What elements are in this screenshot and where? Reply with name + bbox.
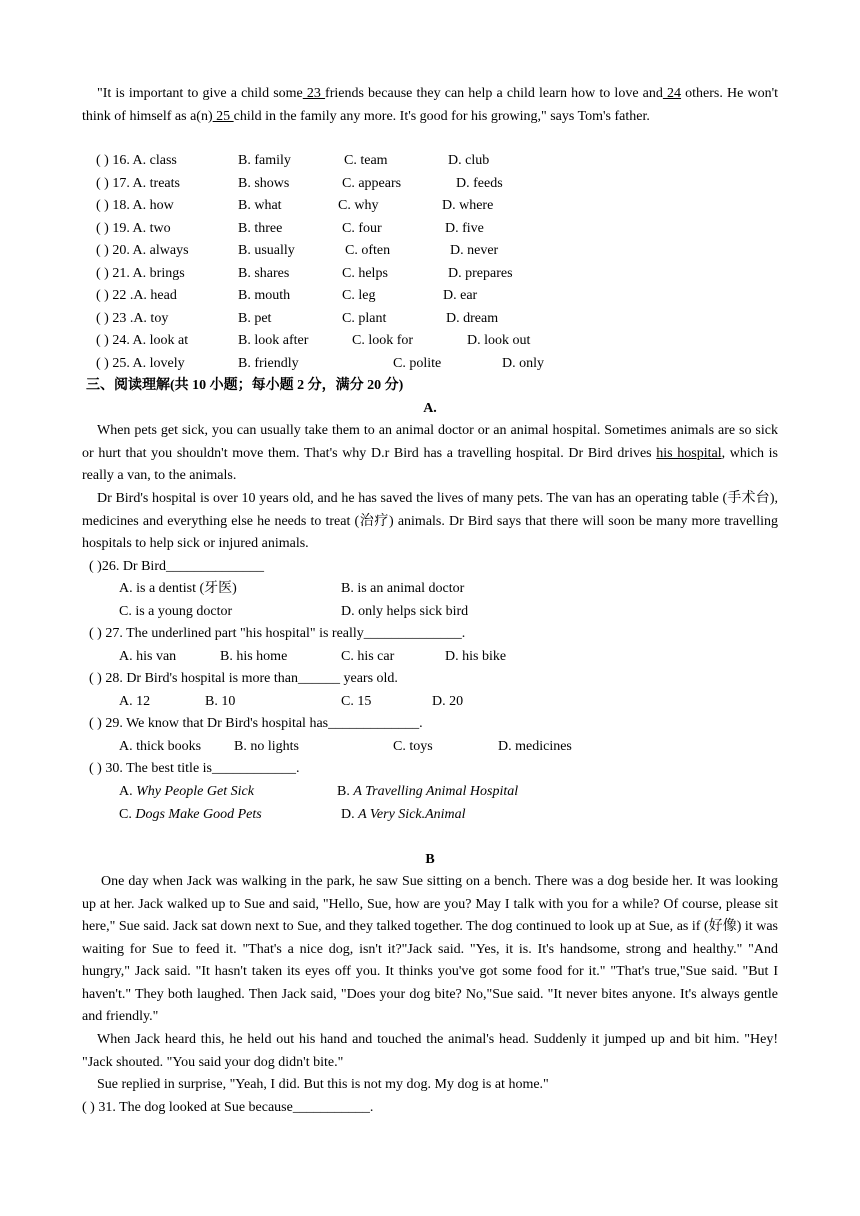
text-span: , which is really a van, to the animals. xyxy=(82,445,778,483)
option-d: D. look out xyxy=(467,333,531,348)
question-number-option-a: ( ) 17. A. treats xyxy=(96,176,180,191)
option-letter: D. xyxy=(341,807,359,822)
option-d: D. feeds xyxy=(456,176,503,191)
q27-option-c: C. his car xyxy=(341,649,395,664)
option-d: D. dream xyxy=(446,311,499,326)
blank-24: 24 xyxy=(662,86,682,101)
option-c: C. leg xyxy=(342,288,376,303)
option-c: C. plant xyxy=(342,311,387,326)
q28-option-b: B. 10 xyxy=(205,694,236,709)
option-c: C. why xyxy=(338,198,379,213)
option-b: B. friendly xyxy=(238,356,299,371)
option-c: C. appears xyxy=(342,176,402,191)
q28-option-a: A. 12 xyxy=(119,694,151,709)
option-text: A Very Sick.Animal xyxy=(358,807,466,822)
option-d: D. where xyxy=(442,198,494,213)
q26-option-c: C. is a young doctor xyxy=(119,604,233,619)
question-number-option-a: ( ) 21. A. brings xyxy=(96,266,185,281)
q30-option-a xyxy=(119,781,254,804)
option-letter: A. xyxy=(119,784,137,799)
q30-option-c xyxy=(119,804,262,827)
option-d: D. only xyxy=(502,356,544,371)
option-b: B. mouth xyxy=(238,288,291,303)
q30-option-d xyxy=(341,804,466,827)
q29-option-d: D. medicines xyxy=(498,739,572,754)
option-c: C. polite xyxy=(393,356,442,371)
option-b: B. family xyxy=(238,153,291,168)
option-text: Why People Get Sick xyxy=(136,784,254,799)
question-31: ( ) 31. The dog looked at Sue because___________. xyxy=(82,1100,374,1115)
q29-option-c: C. toys xyxy=(393,739,433,754)
section-heading-reading: 三、阅读理解(共 10 小题；每小题 2 分，满分 20 分) xyxy=(86,378,404,393)
option-b: B. usually xyxy=(238,243,295,258)
passage-b-paragraph-2: When Jack heard this, he held out his hand and touched the animal's head. Suddenly it jumped up and bit him. "Hey! "Jack shouted. "You said your dog didn't bite." xyxy=(82,1032,778,1070)
option-c: C. team xyxy=(344,153,388,168)
question-27: ( ) 27. The underlined part "his hospital" is really______________. xyxy=(89,626,466,641)
q30-option-b xyxy=(337,781,518,804)
text-span: "It is important to give a child some xyxy=(97,86,303,101)
q29-option-b: B. no lights xyxy=(234,739,299,754)
passage-a-label: A. xyxy=(423,401,437,416)
q26-option-a: A. is a dentist (牙医) xyxy=(119,581,237,596)
question-number-option-a: ( ) 23 .A. toy xyxy=(96,311,169,326)
underlined-his-hospital: his hospital xyxy=(656,445,722,461)
question-number-option-a: ( ) 18. A. how xyxy=(96,198,174,213)
text-span: others. He won't think of himself as a(n) xyxy=(82,86,779,124)
blank-23: 23 xyxy=(302,86,326,101)
q28-option-d: D. 20 xyxy=(432,694,464,709)
option-text: Dogs Make Good Pets xyxy=(135,807,262,822)
question-29: ( ) 29. We know that Dr Bird's hospital has_____________. xyxy=(89,716,423,731)
text-span: child in the family any more. It's good for his growing," says Tom's father. xyxy=(233,108,650,124)
option-b: B. pet xyxy=(238,311,272,326)
q26-option-b: B. is an animal doctor xyxy=(341,581,465,596)
option-letter: B. xyxy=(337,784,354,799)
option-b: B. what xyxy=(238,198,282,213)
option-d: D. ear xyxy=(443,288,478,303)
text-span: friends because they can help a child learn how to love and xyxy=(325,86,663,101)
option-b: B. shares xyxy=(238,266,290,281)
question-number-option-a: ( ) 25. A. lovely xyxy=(96,356,185,371)
option-c: C. look for xyxy=(352,333,414,348)
passage-b-paragraph-3: Sue replied in surprise, "Yeah, I did. But this is not my dog. My dog is at home." xyxy=(97,1077,549,1092)
option-c: C. helps xyxy=(342,266,388,281)
option-d: D. never xyxy=(450,243,499,258)
question-number-option-a: ( ) 16. A. class xyxy=(96,153,177,168)
question-number-option-a: ( ) 24. A. look at xyxy=(96,333,189,348)
q27-option-d: D. his bike xyxy=(445,649,507,664)
option-c: C. four xyxy=(342,221,382,236)
q27-option-a: A. his van xyxy=(119,649,177,664)
option-c: C. often xyxy=(345,243,391,258)
option-letter: C. xyxy=(119,807,136,822)
cloze-ending-paragraph xyxy=(82,83,778,128)
question-number-option-a: ( ) 19. A. two xyxy=(96,221,171,236)
q26-option-d: D. only helps sick bird xyxy=(341,604,469,619)
passage-b-paragraph-1: One day when Jack was walking in the park, he saw Sue sitting on a bench. There was a dog beside her. It was looking up at her. Jack walked up to Sue and said, "Hello, Sue, how are you? May I talk with you for a while? Of course, please sit here," Sue said. Jack sat down next to Sue, and they talked together. The dog continued to look up at Sue, as if (好像) it was waiting for Sue to feed it. "That's a nice dog, isn't it?"Jack said. "Yes, it is. It's handsome, strong and healthy." "And hungry," Jack said. "It hasn't taken its eyes off you. It thinks you've got some food for it." "That's true,"Sue said. "But I haven't." They both laughed. Then Jack said, "Does your dog bite? No,"Sue said. "It never bites anyone. It's always gentle and friendly." xyxy=(82,874,778,1024)
question-number-option-a: ( ) 20. A. always xyxy=(96,243,189,258)
q28-option-c: C. 15 xyxy=(341,694,372,709)
option-b: B. look after xyxy=(238,333,309,348)
passage-b-label: B xyxy=(425,852,435,867)
option-d: D. five xyxy=(445,221,484,236)
passage-a-paragraph-2: Dr Bird's hospital is over 10 years old, and he has saved the lives of many pets. The van has an operating table (手术台), medicines and everything else he needs to treat (治疗) animals. Dr Bird says that there will soon be many more travelling hospitals to help sick or injured animals. xyxy=(82,491,778,551)
question-28: ( ) 28. Dr Bird's hospital is more than______ years old. xyxy=(89,671,398,686)
q27-option-b: B. his home xyxy=(220,649,288,664)
option-b: B. shows xyxy=(238,176,290,191)
question-26: ( )26. Dr Bird______________ xyxy=(89,559,264,574)
question-number-option-a: ( ) 22 .A. head xyxy=(96,288,177,303)
text-span: When pets get sick, you can usually take them to an animal doctor or an animal hospital. Sometimes animals are so sick or hurt that you shouldn't move them. That's why D.r Bird has a travelling hospital. Dr Bird drives xyxy=(82,423,778,461)
blank-25: 25 xyxy=(212,108,234,124)
option-d: D. club xyxy=(448,153,490,168)
option-b: B. three xyxy=(238,221,283,236)
passage-a-paragraph-1 xyxy=(82,420,778,488)
q29-option-a: A. thick books xyxy=(119,739,202,754)
question-30: ( ) 30. The best title is____________. xyxy=(89,761,300,776)
option-text: A Travelling Animal Hospital xyxy=(353,784,519,799)
option-d: D. prepares xyxy=(448,266,513,281)
